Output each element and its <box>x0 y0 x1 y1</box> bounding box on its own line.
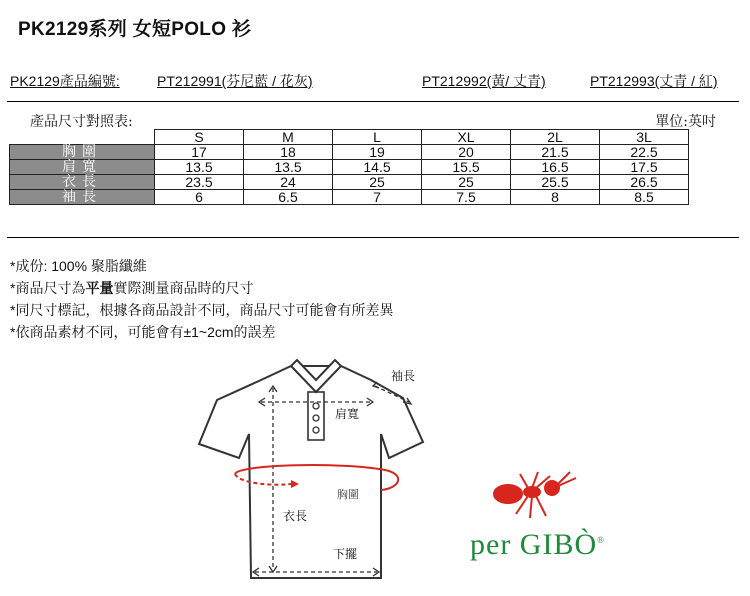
table-row <box>10 145 689 160</box>
note-material: *成份: 100% 聚脂纖維 <box>10 258 147 274</box>
label-chest: 胸圍 <box>337 488 359 501</box>
ant-logo-icon <box>486 468 596 528</box>
registered-mark: ® <box>597 535 605 545</box>
table-row <box>10 175 689 190</box>
table-cell: 17.5 <box>600 160 689 175</box>
table-cell: 19 <box>333 145 422 160</box>
table-row <box>10 160 689 175</box>
product-code-label: PK2129產品編號: <box>10 73 120 89</box>
table-cell: 7 <box>333 190 422 205</box>
product-code-3: PT212993(丈青 / 紅) <box>590 73 718 89</box>
label-length: 衣長 <box>283 509 308 523</box>
label-sleeve: 袖長 <box>391 369 416 383</box>
size-col-2l: 2L <box>511 130 600 145</box>
table-cell: 13.5 <box>155 160 244 175</box>
brand-logo <box>470 528 605 562</box>
row-label-sleeve: 袖長 <box>10 190 155 205</box>
table-cell: 6 <box>155 190 244 205</box>
product-code-2: PT212992(黃/ 丈青) <box>422 73 546 89</box>
table-cell: 18 <box>244 145 333 160</box>
table-cell: 16.5 <box>511 160 600 175</box>
table-cell: 7.5 <box>422 190 511 205</box>
size-col-3l: 3L <box>600 130 689 145</box>
table-cell: 23.5 <box>155 175 244 190</box>
row-label-chest: 胸圍 <box>10 145 155 160</box>
note-tolerance: *依商品素材不同，可能會有±1~2cm的誤差 <box>10 324 276 340</box>
label-hem: 下擺 <box>333 547 358 561</box>
note-measurement-post: 實際測量商品時的尺寸 <box>113 280 254 296</box>
table-cell: 21.5 <box>511 145 600 160</box>
note-variance: *同尺寸標記，根據各商品設計不同，商品尺寸可能會有所差異 <box>10 302 394 318</box>
table-cell: 6.5 <box>244 190 333 205</box>
table-cell: 15.5 <box>422 160 511 175</box>
table-cell: 25 <box>422 175 511 190</box>
table-cell: 20 <box>422 145 511 160</box>
table-cell: 25 <box>333 175 422 190</box>
table-cell: 14.5 <box>333 160 422 175</box>
size-header-row <box>10 130 689 145</box>
table-row <box>10 190 689 205</box>
page-title <box>18 14 251 41</box>
table-cell: 24 <box>244 175 333 190</box>
row-label-shoulder: 肩寬 <box>10 160 155 175</box>
title-suffix: 系列 女短POLO 衫 <box>88 19 252 40</box>
size-col-l: L <box>333 130 422 145</box>
size-table <box>9 129 689 205</box>
size-col-s: S <box>155 130 244 145</box>
size-col-m: M <box>244 130 333 145</box>
polo-shirt-diagram <box>195 352 435 592</box>
table-cell: 17 <box>155 145 244 160</box>
table-cell: 22.5 <box>600 145 689 160</box>
size-col-xl: XL <box>422 130 511 145</box>
table-cell: 8 <box>511 190 600 205</box>
brand-name: per GIBÒ <box>470 528 598 561</box>
size-table-unit: 單位:英吋 <box>655 114 716 130</box>
table-cell: 25.5 <box>511 175 600 190</box>
size-table-caption: 產品尺寸對照表: <box>30 114 133 130</box>
title-model: PK2129 <box>18 19 89 40</box>
row-label-length: 衣長 <box>10 175 155 190</box>
table-cell: 26.5 <box>600 175 689 190</box>
product-code-1: PT212991(芬尼藍 / 花灰) <box>157 73 313 89</box>
note-measurement <box>10 277 393 299</box>
label-shoulder: 肩寬 <box>335 407 360 421</box>
table-corner <box>10 130 155 145</box>
table-cell: 13.5 <box>244 160 333 175</box>
note-measurement-pre: *商品尺寸為 <box>10 280 86 296</box>
table-cell: 8.5 <box>600 190 689 205</box>
note-measurement-bold: 平量 <box>85 280 114 296</box>
notes <box>10 255 393 343</box>
